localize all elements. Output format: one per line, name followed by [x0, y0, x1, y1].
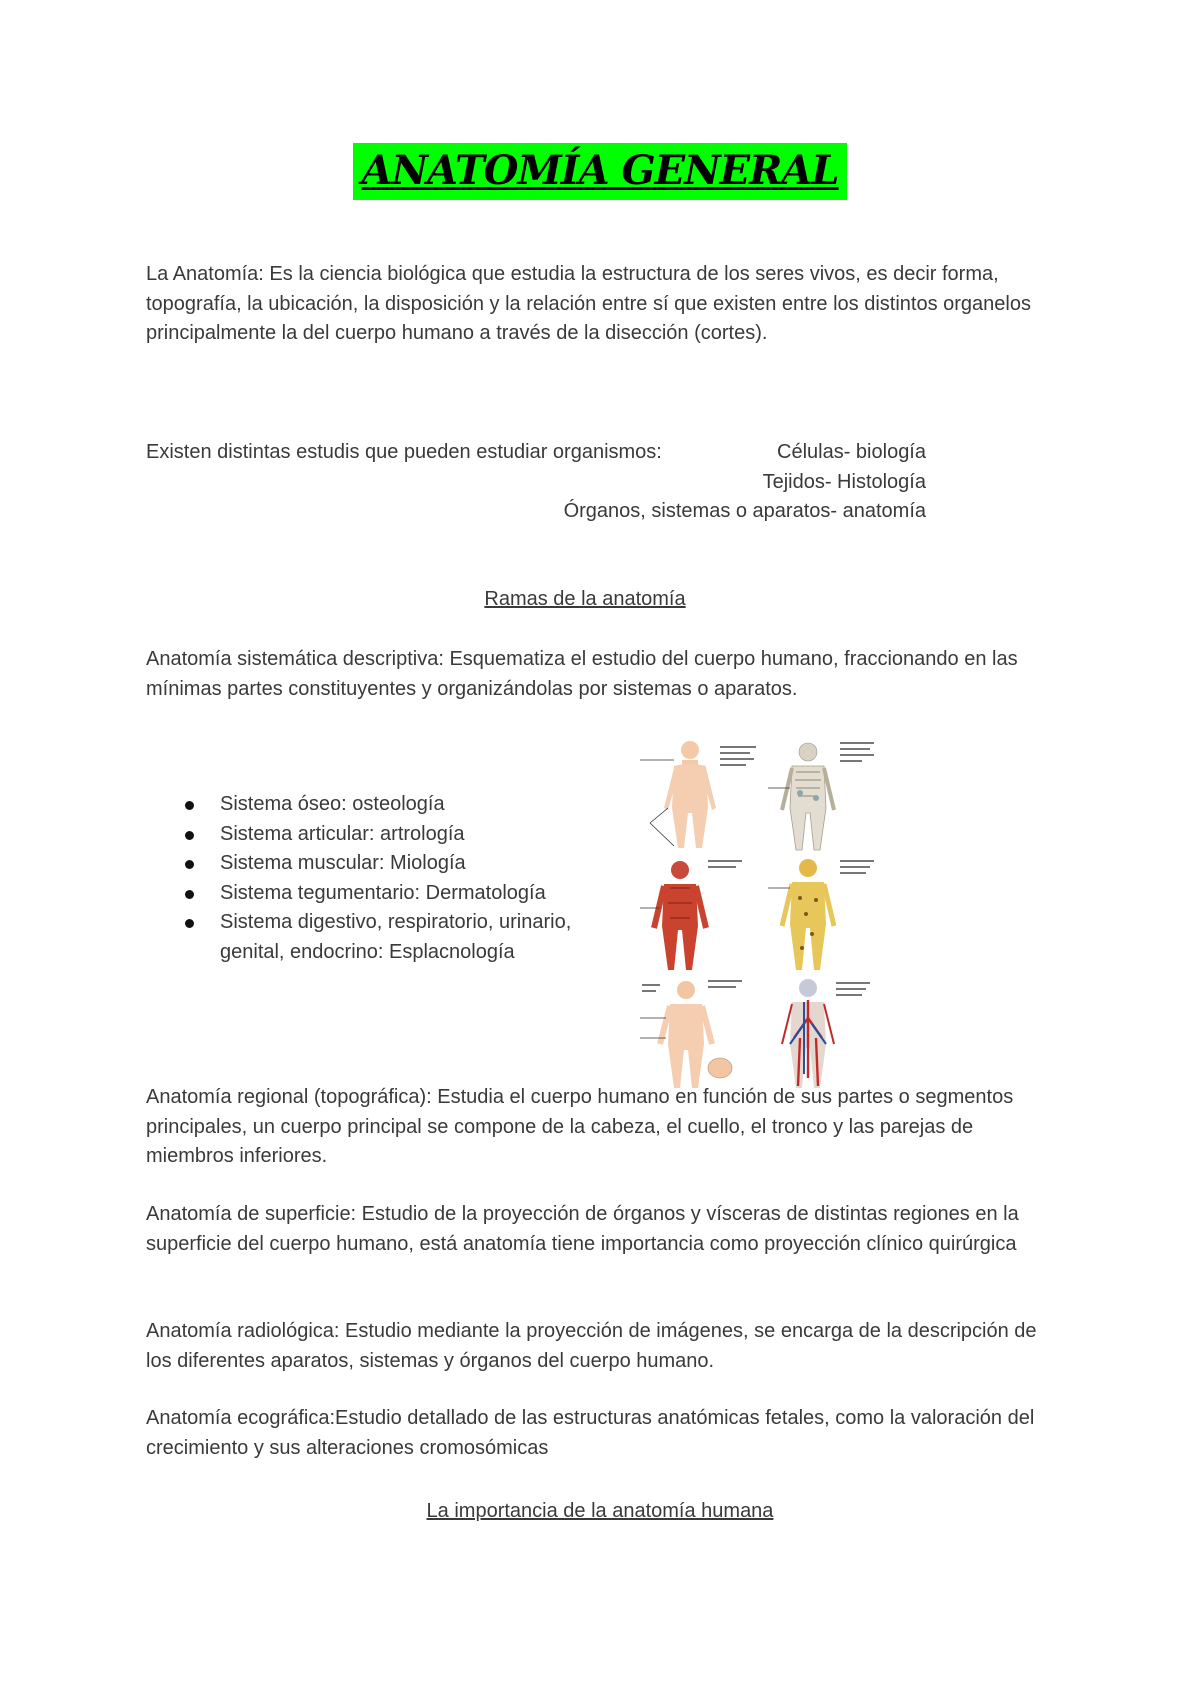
radiologica-paragraph: Anatomía radiológica: Estudio mediante la proyección de imágenes, se encarga de la descripción de los diferentes aparatos, sistemas y órganos del cuerpo humano. [146, 1320, 1037, 1372]
level-item: Tejidos- Histología [762, 470, 926, 493]
list-item: Sistema óseo: osteología [180, 790, 630, 820]
skin-body-figure [640, 741, 756, 848]
ecografica-paragraph: Anatomía ecográfica:Estudio detallado de las estructuras anatómicas fetales, como la valoración del crecimiento y sus alteraciones cromosómicas [146, 1407, 1035, 1459]
skeleton-body-figure [768, 742, 874, 850]
intro-paragraph: La Anatomía: Es la ciencia biológica que estudia la estructura de los seres vivos, es decir forma, topografía, la ubicación, la disposición y la relación entre sí que existen entre los distintos organelos principalmente la del cuerpo humano a través de la disección (cortes). [146, 263, 1031, 344]
vascular-body-figure [782, 979, 870, 1088]
ramas-heading: Ramas de la anatomía [484, 588, 686, 610]
levels-intro: Existen distintas estudis que pueden estudiar organismos: [146, 441, 662, 463]
bullet-icon [185, 860, 194, 869]
regional-paragraph: Anatomía regional (topográfica): Estudia el cuerpo humano en función de sus partes o segmentos principales, un cuerpo principal se compone de la cabeza, el cuello, el tronco y las parejas de miembros inferiores. [146, 1086, 1014, 1167]
list-item: Sistema digestivo, respiratorio, urinario, genital, endocrino: Esplacnología [180, 908, 630, 967]
level-item: Células- biología [777, 441, 926, 463]
body-systems-figure [640, 738, 900, 1090]
superficie-paragraph: Anatomía de superficie: Estudio de la proyección de órganos y vísceras de distintas regiones en la superficie del cuerpo humano, está anatomía tiene importancia como proyección clínico quirúrgica [146, 1203, 1019, 1255]
title-wrap [0, 143, 1200, 200]
list-item: Sistema muscular: Miología [180, 849, 630, 879]
bullet-icon [185, 831, 194, 840]
sistematica-paragraph: Anatomía sistemática descriptiva: Esquematiza el estudio del cuerpo humano, fraccionando en las mínimas partes constituyentes y organizándolas por sistemas o aparatos. [146, 648, 1018, 700]
systems-list [180, 790, 630, 967]
importancia-heading: La importancia de la anatomía humana [426, 1500, 774, 1522]
lymph-body-figure [768, 859, 874, 970]
list-item: Sistema tegumentario: Dermatología [180, 879, 630, 909]
list-item: Sistema articular: artrología [180, 820, 630, 850]
bullet-icon [185, 890, 194, 899]
bullet-icon [185, 801, 194, 810]
muscle-body-figure [640, 860, 742, 970]
bullet-icon [185, 919, 194, 928]
document-title: ANATOMÍA GENERAL [353, 143, 846, 200]
skin-body-2-figure [640, 980, 742, 1088]
levels-block [146, 438, 926, 527]
level-item: Órganos, sistemas o aparatos- anatomía [563, 500, 926, 522]
